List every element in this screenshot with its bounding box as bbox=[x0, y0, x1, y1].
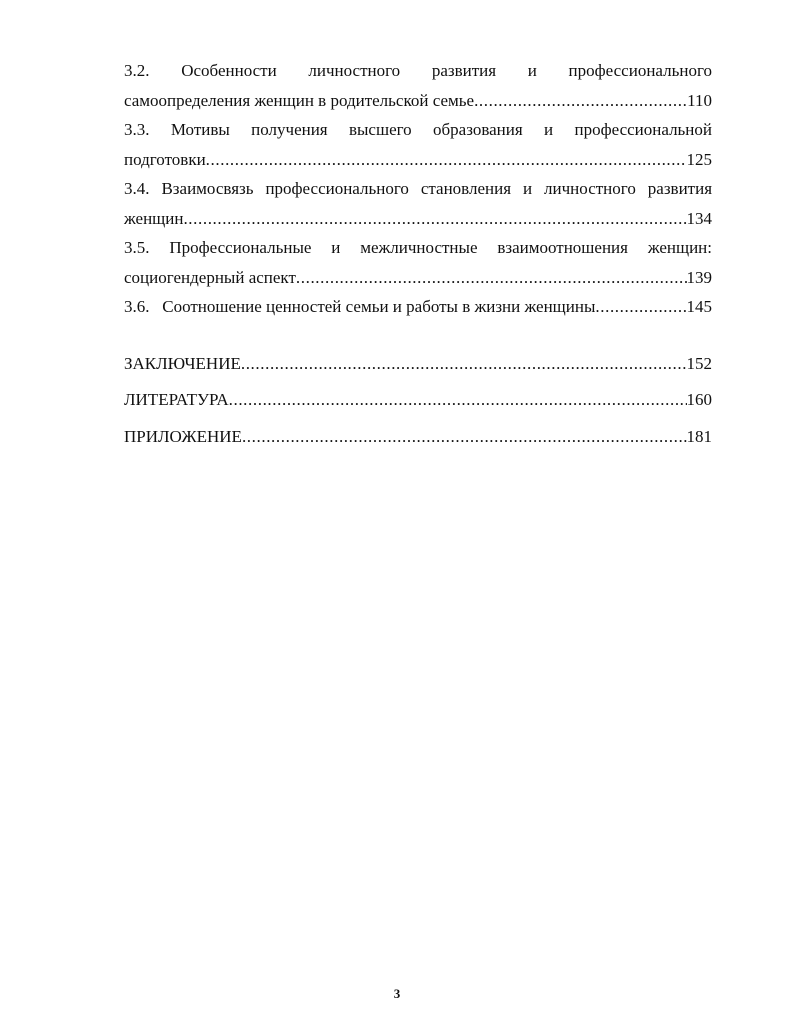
toc-entry-title-line1: Мотивы получения высшего образования и профессиональной bbox=[170, 120, 712, 139]
dot-leader bbox=[595, 292, 686, 322]
toc-entry-title-line1: Взаимосвязь профессионального становления и личностного развития bbox=[161, 179, 713, 198]
toc-entry-title-line2: подготовки bbox=[124, 149, 206, 169]
toc-entry-page: 139 bbox=[686, 267, 712, 287]
toc-entry-3-5 bbox=[124, 233, 712, 292]
dot-leader bbox=[296, 263, 687, 293]
toc-entry-line1 bbox=[124, 174, 712, 204]
toc-entry-3-6 bbox=[124, 292, 712, 322]
dot-leader bbox=[242, 422, 687, 452]
toc-entry-line2 bbox=[124, 263, 712, 293]
toc-entry-title-line2: женщин bbox=[124, 208, 184, 228]
toc-entry-page: 134 bbox=[686, 208, 712, 228]
toc-section-appendix bbox=[124, 422, 712, 452]
page-number: 3 bbox=[393, 986, 401, 1001]
toc-entry-title-line1: Соотношение ценностей семьи и работы в жизни женщины bbox=[162, 297, 596, 316]
toc-section-literature bbox=[124, 385, 712, 415]
toc-entry-number: 3.5. bbox=[124, 238, 150, 257]
toc-entry-number: 3.6. bbox=[124, 297, 150, 316]
toc-entry-line1 bbox=[124, 115, 712, 145]
dot-leader bbox=[229, 385, 687, 415]
toc-entry-title-line2: социогендерный аспект bbox=[124, 267, 296, 287]
dot-leader bbox=[241, 349, 687, 379]
toc-entry-3-2 bbox=[124, 56, 712, 115]
toc-entry-title-line2: самоопределения женщин в родительской семье bbox=[124, 90, 475, 110]
toc-entry-line2 bbox=[124, 86, 712, 116]
toc-section-page: 152 bbox=[686, 353, 712, 373]
toc-entry-title-line1: Профессиональные и межличностные взаимоотношения женщин: bbox=[169, 238, 713, 257]
toc-section-page: 160 bbox=[686, 390, 712, 409]
table-of-contents bbox=[124, 56, 712, 451]
dot-leader bbox=[183, 204, 686, 234]
toc-entry-3-3 bbox=[124, 115, 712, 174]
toc-entry-line1 bbox=[124, 233, 712, 263]
toc-entry-line1 bbox=[124, 292, 712, 322]
toc-entry-number: 3.2. bbox=[124, 61, 150, 80]
toc-section-title: ПРИЛОЖЕНИЕ bbox=[124, 426, 242, 446]
toc-entry-page: 125 bbox=[686, 149, 712, 169]
toc-entry-3-4 bbox=[124, 174, 712, 233]
toc-entry-page: 145 bbox=[686, 297, 712, 316]
toc-entry-number: 3.4. bbox=[124, 179, 150, 198]
toc-section-title: ЗАКЛЮЧЕНИЕ bbox=[124, 353, 241, 373]
spacer bbox=[124, 322, 712, 349]
toc-entry-number: 3.3. bbox=[124, 120, 150, 139]
toc-section-conclusion bbox=[124, 349, 712, 379]
toc-entry-line2 bbox=[124, 204, 712, 234]
toc-entry-page: 110 bbox=[687, 90, 712, 110]
dot-leader bbox=[474, 86, 687, 116]
toc-section-title: ЛИТЕРАТУРА bbox=[124, 390, 229, 409]
toc-entry-line2 bbox=[124, 145, 712, 175]
toc-entry-line1 bbox=[124, 56, 712, 86]
toc-section-page: 181 bbox=[686, 426, 712, 446]
toc-entry-title-line1: Особенности личностного развития и профессионального bbox=[181, 61, 712, 80]
dot-leader bbox=[206, 145, 687, 175]
